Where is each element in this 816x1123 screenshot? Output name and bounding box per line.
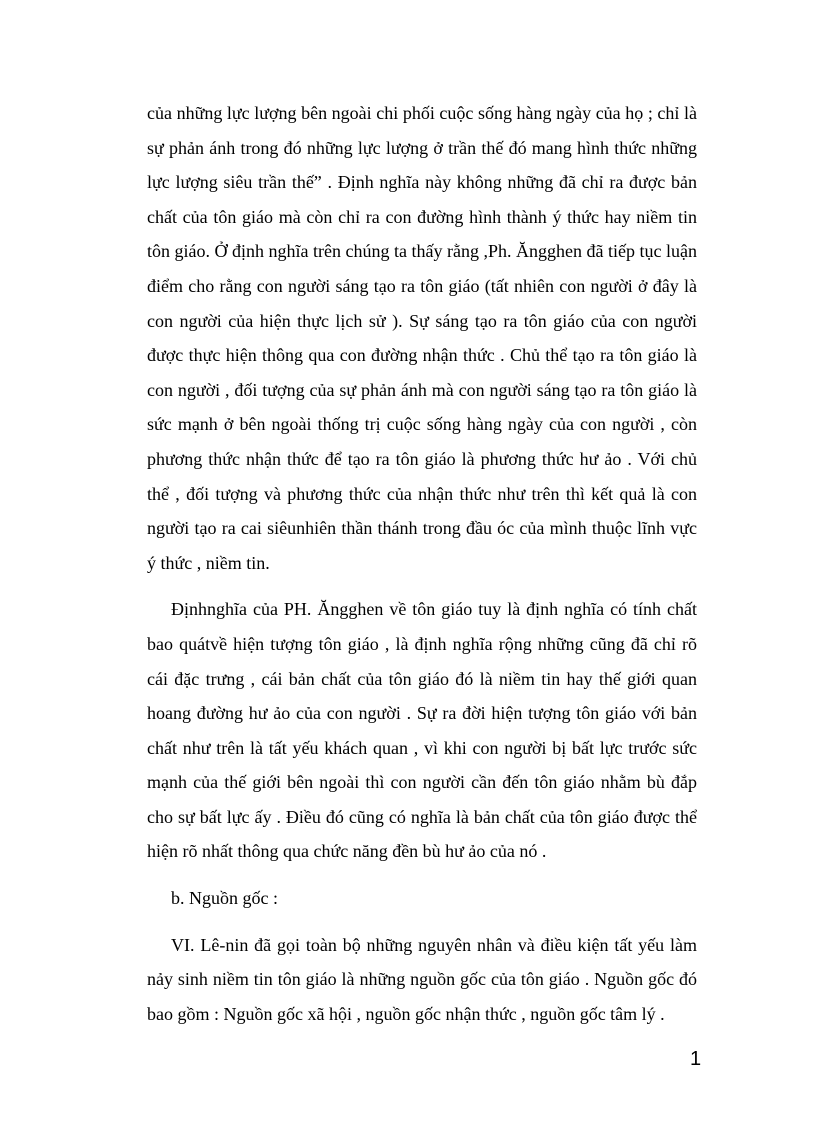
paragraph-continuation: của những lực lượng bên ngoài chi phối cuộc sống hàng ngày của họ ; chỉ là sự phản ánh trong đó những lực lượng ở trần thế đó mang hình thức những lực lượng siêu trần thế” . Định nghĩa này không những đã chỉ ra được bản chất của tôn giáo mà còn chỉ ra con đường hình thành ý thức hay niềm tin tôn giáo. Ở định nghĩa trên chúng ta thấy rằng ,Ph. Ăngghen đã tiếp tục luận điểm cho rằng con người sáng tạo ra tôn giáo (tất nhiên con người ở đây là con người của hiện thực lịch sử ). Sự sáng tạo ra tôn giáo của con người được thực hiện thông qua con đường nhận thức . Chủ thể tạo ra tôn giáo là con người , đối tượng của sự phản ánh mà con người sáng tạo ra tôn giáo là sức mạnh ở bên ngoài thống trị cuộc sống hàng ngày của con người , còn phương thức nhận thức để tạo ra tôn giáo là phương thức hư ảo . Với chủ thể , đối tượng và phương thức của nhận thức như trên thì kết quả là con người tạo ra cai siêunhiên thần thánh trong đầu óc của mình thuộc lĩnh vực ý thức , niềm tin. bbox=[147, 103, 697, 573]
section-heading-origin: b. Nguồn gốc : bbox=[171, 888, 278, 909]
body-text bbox=[147, 96, 697, 1031]
page-number: 1 bbox=[690, 1048, 702, 1070]
paragraph-definition: Địnhnghĩa của PH. Ăngghen về tôn giáo tuy là định nghĩa có tính chất bao quátvề hiện tượng tôn giáo , là định nghĩa rộng những cũng đã chỉ rõ cái đặc trưng , cái bản chất của tôn giáo đó là niềm tin hay thế giới quan hoang đường hư ảo của con người . Sự ra đời hiện tượng tôn giáo với bản chất như trên là tất yếu khách quan , vì khi con người bị bất lực trước sức mạnh của thế giới bên ngoài thì con người cần đến tôn giáo nhằm bù đắp cho sự bất lực ấy . Điều đó cũng có nghĩa là bản chất của tôn giáo được thể hiện rõ nhất thông qua chức năng đền bù hư ảo của nó . bbox=[147, 599, 697, 862]
paragraph-origin: VI. Lê-nin đã gọi toàn bộ những nguyên nhân và điều kiện tất yếu làm nảy sinh niềm tin tôn giáo là những nguồn gốc của tôn giáo . Nguồn gốc đó bao gồm : Nguồn gốc xã hội , nguồn gốc nhận thức , nguồn gốc tâm lý . bbox=[147, 934, 697, 1024]
